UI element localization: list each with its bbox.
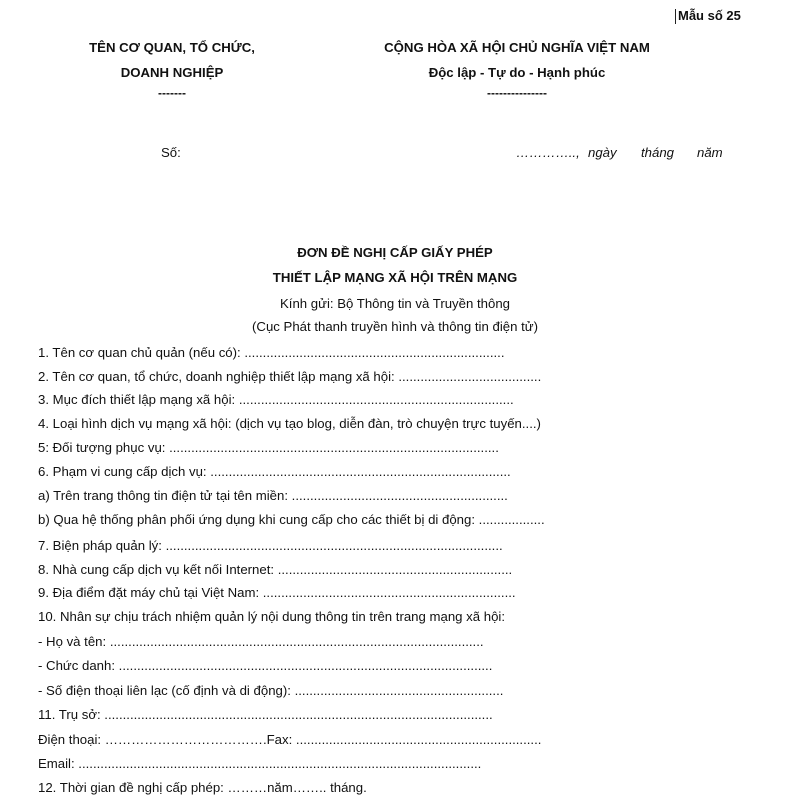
- organization-name-line1: TÊN CƠ QUAN, TỔ CHỨC,: [89, 40, 255, 55]
- recipient-sub: (Cục Phát thanh truyền hình và thông tin điện tử): [252, 319, 538, 334]
- national-rule: ---------------: [487, 86, 547, 100]
- field-domain-name: a) Trên trang thông tin điện tử tại tên miền: ...........................................................: [38, 488, 508, 503]
- field-phone-fax: Điện thoại: ……………………………….Fax: ...................................................................: [38, 732, 542, 747]
- field-full-name: - Họ và tên: ......................................................................................................: [38, 634, 484, 649]
- field-server-location: 9. Địa điểm đặt máy chủ tại Việt Nam: .....................................................................: [38, 585, 516, 600]
- form-code: Mẫu số 25: [678, 8, 741, 23]
- field-governing-agency: 1. Tên cơ quan chủ quản (nếu có): .......................................................................: [38, 345, 505, 360]
- date-year: năm: [697, 145, 723, 160]
- document-subtitle: THIẾT LẬP MẠNG XÃ HỘI TRÊN MẠNG: [272, 270, 518, 285]
- field-target-audience: 5: Đối tượng phục vụ: ..........................................................................................: [38, 440, 499, 455]
- field-management-measures: 7. Biện pháp quản lý: ............................................................................................: [38, 538, 503, 553]
- field-headquarters: 11. Trụ sở: ..........................................................................................................: [38, 707, 493, 722]
- date-place: …………..,: [516, 145, 580, 160]
- field-internet-provider: 8. Nhà cung cấp dịch vụ kết nối Internet: ................................................................: [38, 562, 513, 577]
- document-title: ĐƠN ĐỀ NGHỊ CẤP GIẤY PHÉP: [297, 245, 493, 260]
- national-title: CỘNG HÒA XÃ HỘI CHỦ NGHĨA VIỆT NAM: [384, 40, 650, 55]
- date-day: ngày: [588, 145, 617, 160]
- field-position: - Chức danh: ......................................................................................................: [38, 658, 493, 673]
- field-service-scope: 6. Phạm vi cung cấp dịch vụ: ..................................................................................: [38, 464, 511, 479]
- field-service-type: 4. Loại hình dịch vụ mạng xã hội: (dịch vụ tạo blog, diễn đàn, trò chuyện trực tuyến....): [38, 416, 541, 431]
- field-organization-name: 2. Tên cơ quan, tổ chức, doanh nghiệp thiết lập mạng xã hội: .......................................: [38, 369, 542, 384]
- national-motto: Độc lập - Tự do - Hạnh phúc: [428, 65, 606, 80]
- field-purpose: 3. Mục đích thiết lập mạng xã hội: ...........................................................................: [38, 392, 514, 407]
- recipient: Kính gửi: Bộ Thông tin và Truyền thông: [280, 296, 510, 311]
- organization-rule: -------: [158, 86, 186, 100]
- field-responsible-personnel: 10. Nhân sự chịu trách nhiệm quản lý nội dung thông tin trên trang mạng xã hội:: [38, 609, 506, 624]
- field-mobile-distribution: b) Qua hệ thống phân phối ứng dụng khi cung cấp cho các thiết bị di động: ..................: [38, 512, 545, 527]
- field-contact-phone: - Số điện thoại liên lạc (cố định và di động): .........................................................: [38, 683, 504, 698]
- field-license-period: 12. Thời gian đề nghị cấp phép: ………năm…….. tháng.: [38, 780, 367, 795]
- organization-name-line2: DOANH NGHIỆP: [120, 65, 224, 80]
- document-number-label: Số:: [161, 145, 181, 160]
- field-email: Email: ..............................................................................................................: [38, 756, 482, 771]
- date-month: tháng: [641, 145, 675, 160]
